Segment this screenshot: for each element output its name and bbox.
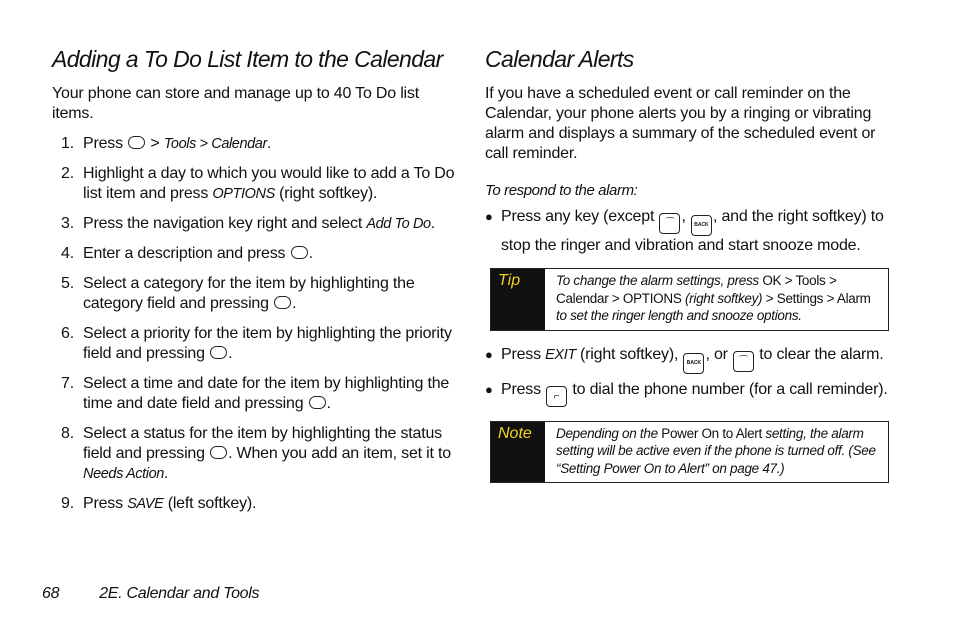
todo-intro: Your phone can store and manage up to 40 To Do list items. [52,85,419,122]
alerts-intro: If you have a scheduled event or call reminder on the Calendar, your phone alerts you by a ringing or vibrating alarm and displays a summary of the scheduled event or call reminder. [485,85,876,162]
step-5: 5. Select a category for the item by highlighting the category field and pressing . [61,275,415,312]
menu-ok-key-icon [274,296,291,309]
page-footer [42,585,299,603]
note-box [490,421,889,484]
footer-section: 2E. Calendar and Tools [99,585,260,602]
section-title-todo: Adding a To Do List Item to the Calendar [52,46,443,72]
menu-ok-key-icon [210,346,227,359]
tip-text: To change the alarm settings, press OK > Tools > Calendar > OPTIONS (right softkey) > Settings > Alarm to set the ringer length and snooze options. [556,273,871,323]
step-1: 1. Press > Tools > Calendar. [61,135,272,152]
step-2: 2. Highlight a day to which you would like to add a To Do list item and press OPTIONS (right softkey). [61,165,455,202]
step-9: 9. Press SAVE (left softkey). [61,495,257,512]
step-7: 7. Select a time and date for the item by highlighting the time and date field and pressing . [61,375,450,412]
todo-steps [52,134,460,514]
menu-ok-key-icon [128,136,145,149]
bullet-snooze: ● Press any key (except ⌒ , BACK , and the right softkey) to stop the ringer and vibration and start snooze mode. [485,208,884,254]
back-key-icon: BACK [683,353,704,374]
menu-ok-key-icon [309,396,326,409]
alarm-subhead: To respond to the alarm: [485,182,638,199]
page-number: 68 [42,585,60,602]
right-column [485,44,890,483]
section-title-alerts: Calendar Alerts [485,46,634,72]
step-6: 6. Select a priority for the item by highlighting the priority field and pressing . [61,325,452,362]
menu-ok-key-icon [210,446,227,459]
bullet-clear: ● Press EXIT (right softkey), BACK , or ⌒ to clear the alarm. [485,345,890,374]
end-key-icon: ⌒ [733,351,754,372]
tip-box [490,268,889,331]
step-8: 8. Select a status for the item by highlighting the status field and pressing . When you add an item, set it to Needs Action. [61,425,451,482]
note-label: Note [491,422,545,483]
menu-ok-key-icon [291,246,308,259]
end-key-icon: ⌒ [659,213,680,234]
back-key-icon: BACK [691,215,712,236]
step-3: 3. Press the navigation key right and select Add To Do. [61,215,435,232]
step-4: 4. Enter a description and press . [61,245,313,262]
talk-key-icon: ⌐ [546,386,567,407]
note-text: Depending on the Power On to Alert setting, the alarm setting will be active even if the phone is turned off. (See “Setting Power On to Alert” on page 47.) [556,425,876,476]
alarm-bullets-2 [485,345,890,407]
tip-label: Tip [491,269,545,330]
alarm-bullets-1 [485,207,890,256]
bullet-dial: ● Press ⌐ to dial the phone number (for a call reminder). [485,380,890,407]
left-column [52,44,460,524]
